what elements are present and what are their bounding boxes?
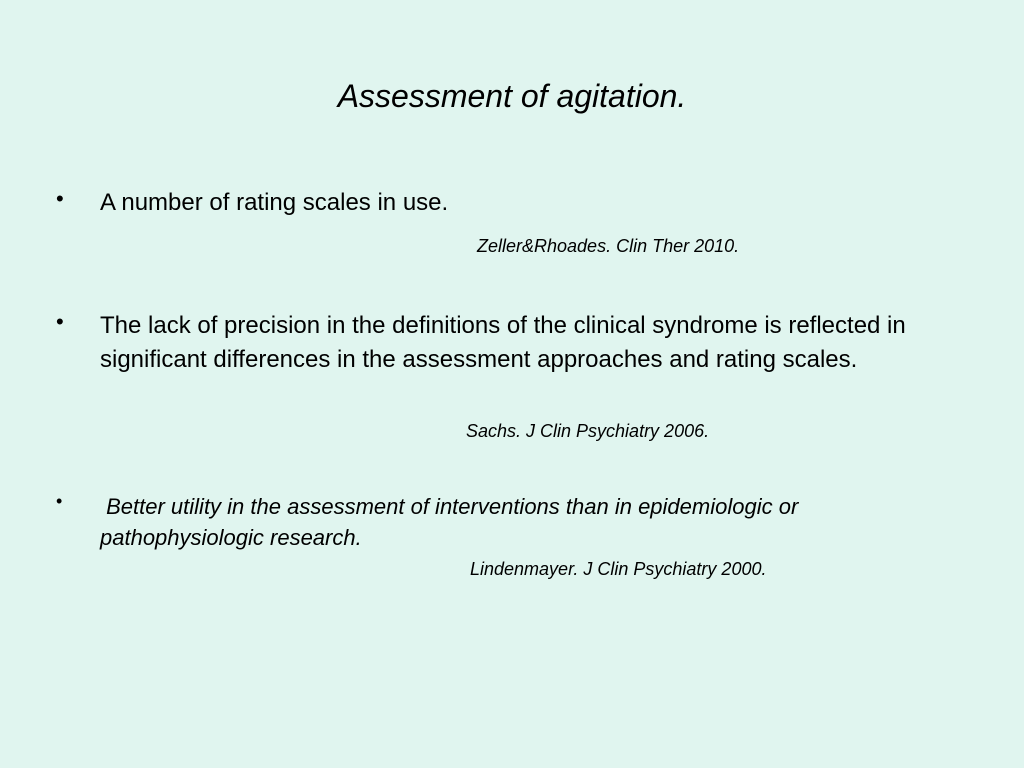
bullet-marker: • [56, 186, 64, 211]
citation: Sachs. J Clin Psychiatry 2006. [466, 421, 710, 441]
bullet-marker: • [56, 309, 64, 334]
bullet-marker: • [56, 491, 63, 511]
slide-title: Assessment of agitation. [337, 78, 687, 114]
bullet-text: Better utility in the assessment of interventions than in epidemiologic or pathophysiologic research. [100, 494, 805, 550]
bullet-text: The lack of precision in the definitions of the clinical syndrome is reflected in significant differences in the assessment approaches and rating scales. [100, 312, 906, 373]
citation: Zeller&Rhoades. Clin Ther 2010. [477, 236, 740, 256]
bullet-text: A number of rating scales in use. [100, 189, 449, 216]
citation: Lindenmayer. J Clin Psychiatry 2000. [470, 559, 767, 579]
